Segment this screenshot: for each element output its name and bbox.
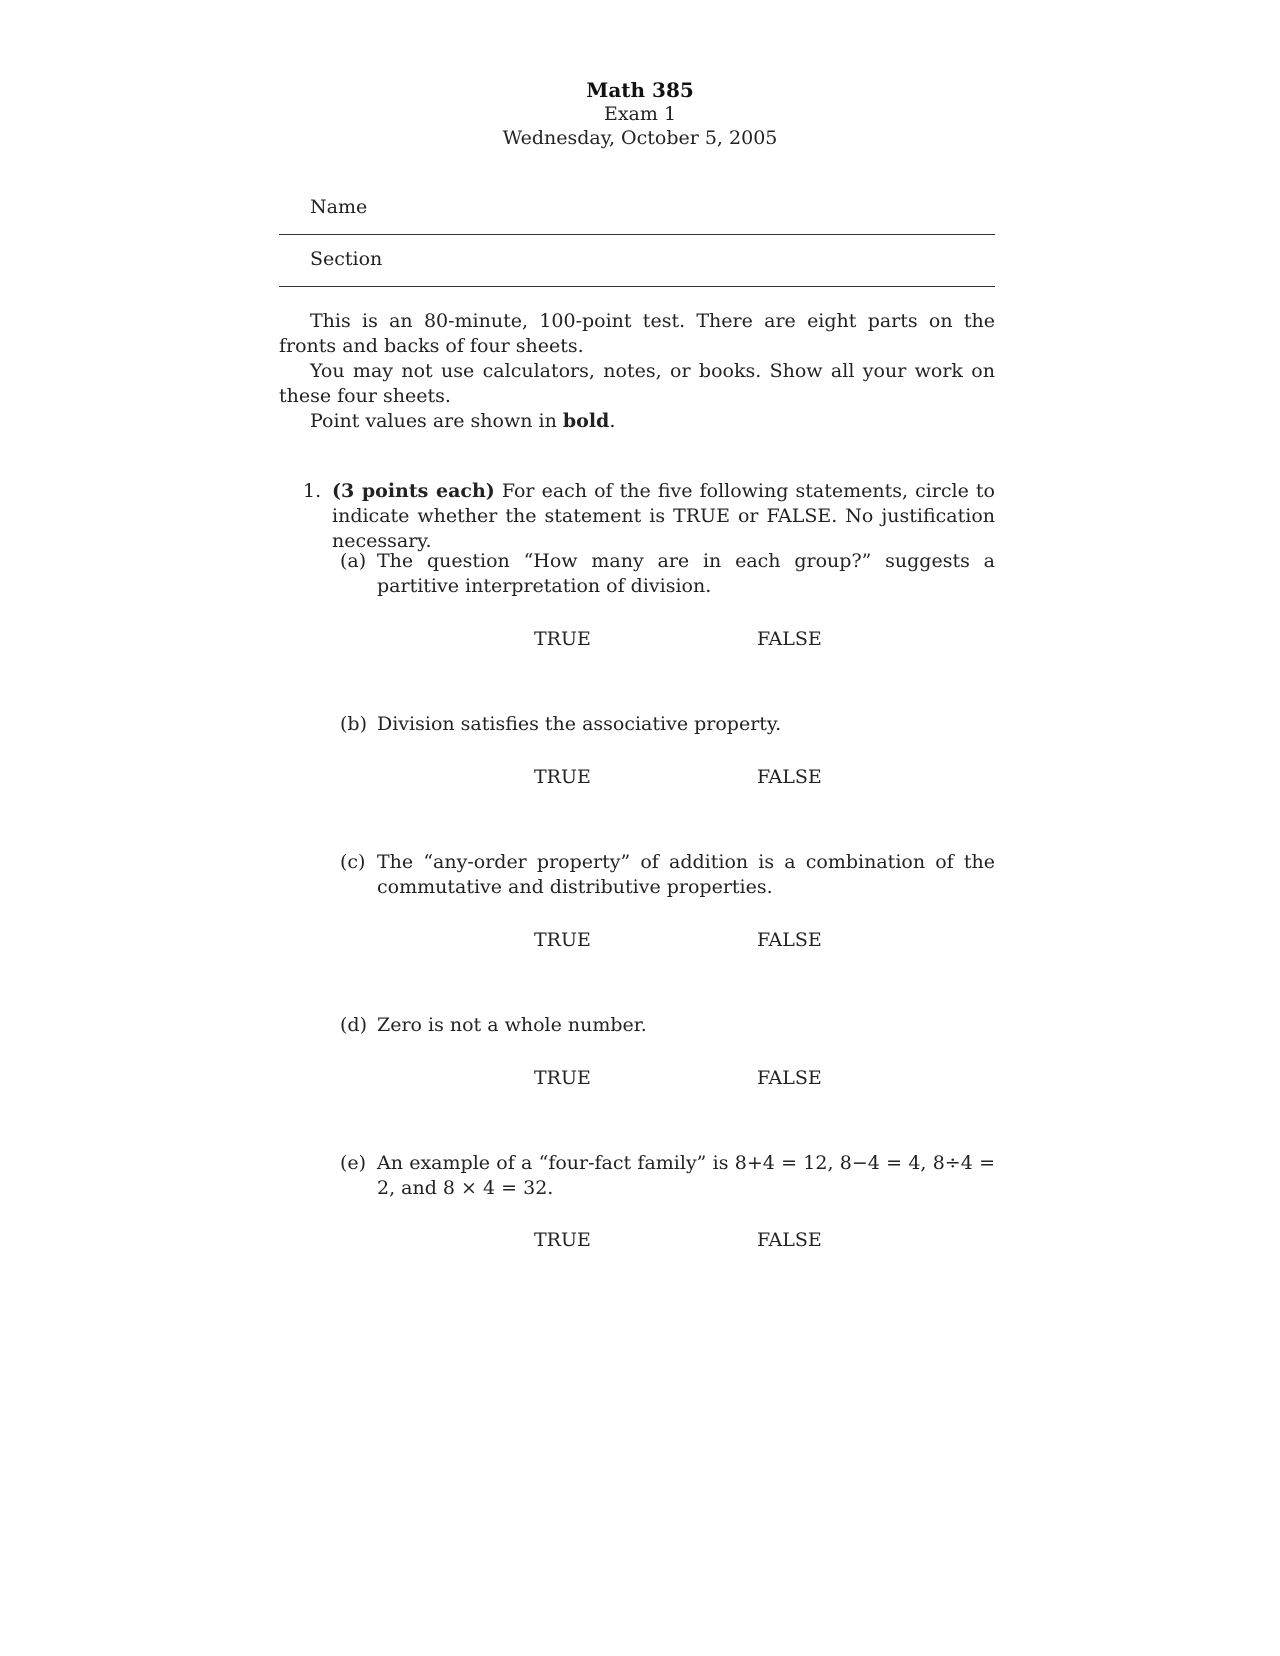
instructions-bold-word: bold (562, 410, 610, 432)
section-line (279, 286, 995, 287)
part-e-true-option[interactable]: TRUE (534, 1229, 591, 1251)
part-c-false-option[interactable]: FALSE (757, 929, 822, 951)
part-statement: Division satisfies the associative property. (377, 713, 782, 735)
instructions (279, 309, 995, 434)
part-label: (c) (340, 851, 366, 873)
part-statement: An example of a “four-fact family” is 8+4 = 12, 8−4 = 4, 8÷4 = 2, and 8 × 4 = 32. (377, 1152, 995, 1199)
exam-title: Exam 1 (603, 103, 677, 125)
part-label: (b) (340, 713, 367, 735)
exam-date: Wednesday, October 5, 2005 (502, 127, 778, 149)
name-line (279, 234, 995, 235)
part-label: (a) (340, 550, 367, 572)
part-a-false-option[interactable]: FALSE (757, 628, 822, 650)
instructions-period: . (609, 410, 616, 432)
part-d-false-option[interactable]: FALSE (757, 1067, 822, 1089)
question-text: For each of the five following statements, circle to indicate whether the statement is TRUE or FALSE. No justification necessary. (332, 480, 995, 552)
part-label: (e) (340, 1152, 367, 1174)
part-b-true-option[interactable]: TRUE (534, 766, 591, 788)
part-d-true-option[interactable]: TRUE (534, 1067, 591, 1089)
instructions-paragraph-1: This is an 80-minute, 100-point test. There are eight parts on the fronts and backs of four sheets. (279, 310, 995, 357)
name-label: Name (310, 196, 368, 218)
part-b-false-option[interactable]: FALSE (757, 766, 822, 788)
part-statement: The question “How many are in each group?” suggests a partitive interpretation of division. (377, 550, 995, 597)
question-prompt (332, 479, 995, 554)
part-a-true-option[interactable]: TRUE (534, 628, 591, 650)
section-label: Section (310, 248, 383, 270)
question-number: 1. (303, 480, 322, 502)
instructions-paragraph-2: You may not use calculators, notes, or books. Show all your work on these four sheets. (279, 360, 995, 407)
instructions-text: Point values are shown in (310, 410, 563, 432)
course-title: Math 385 (586, 78, 694, 102)
instructions-paragraph-3 (279, 409, 995, 434)
point-value: (3 points each) (332, 480, 495, 502)
part-e-false-option[interactable]: FALSE (757, 1229, 822, 1251)
part-c-true-option[interactable]: TRUE (534, 929, 591, 951)
part-label: (d) (340, 1014, 367, 1036)
part-statement: Zero is not a whole number. (377, 1014, 647, 1036)
part-statement: The “any-order property” of addition is a combination of the commutative and distributive properties. (377, 851, 995, 898)
